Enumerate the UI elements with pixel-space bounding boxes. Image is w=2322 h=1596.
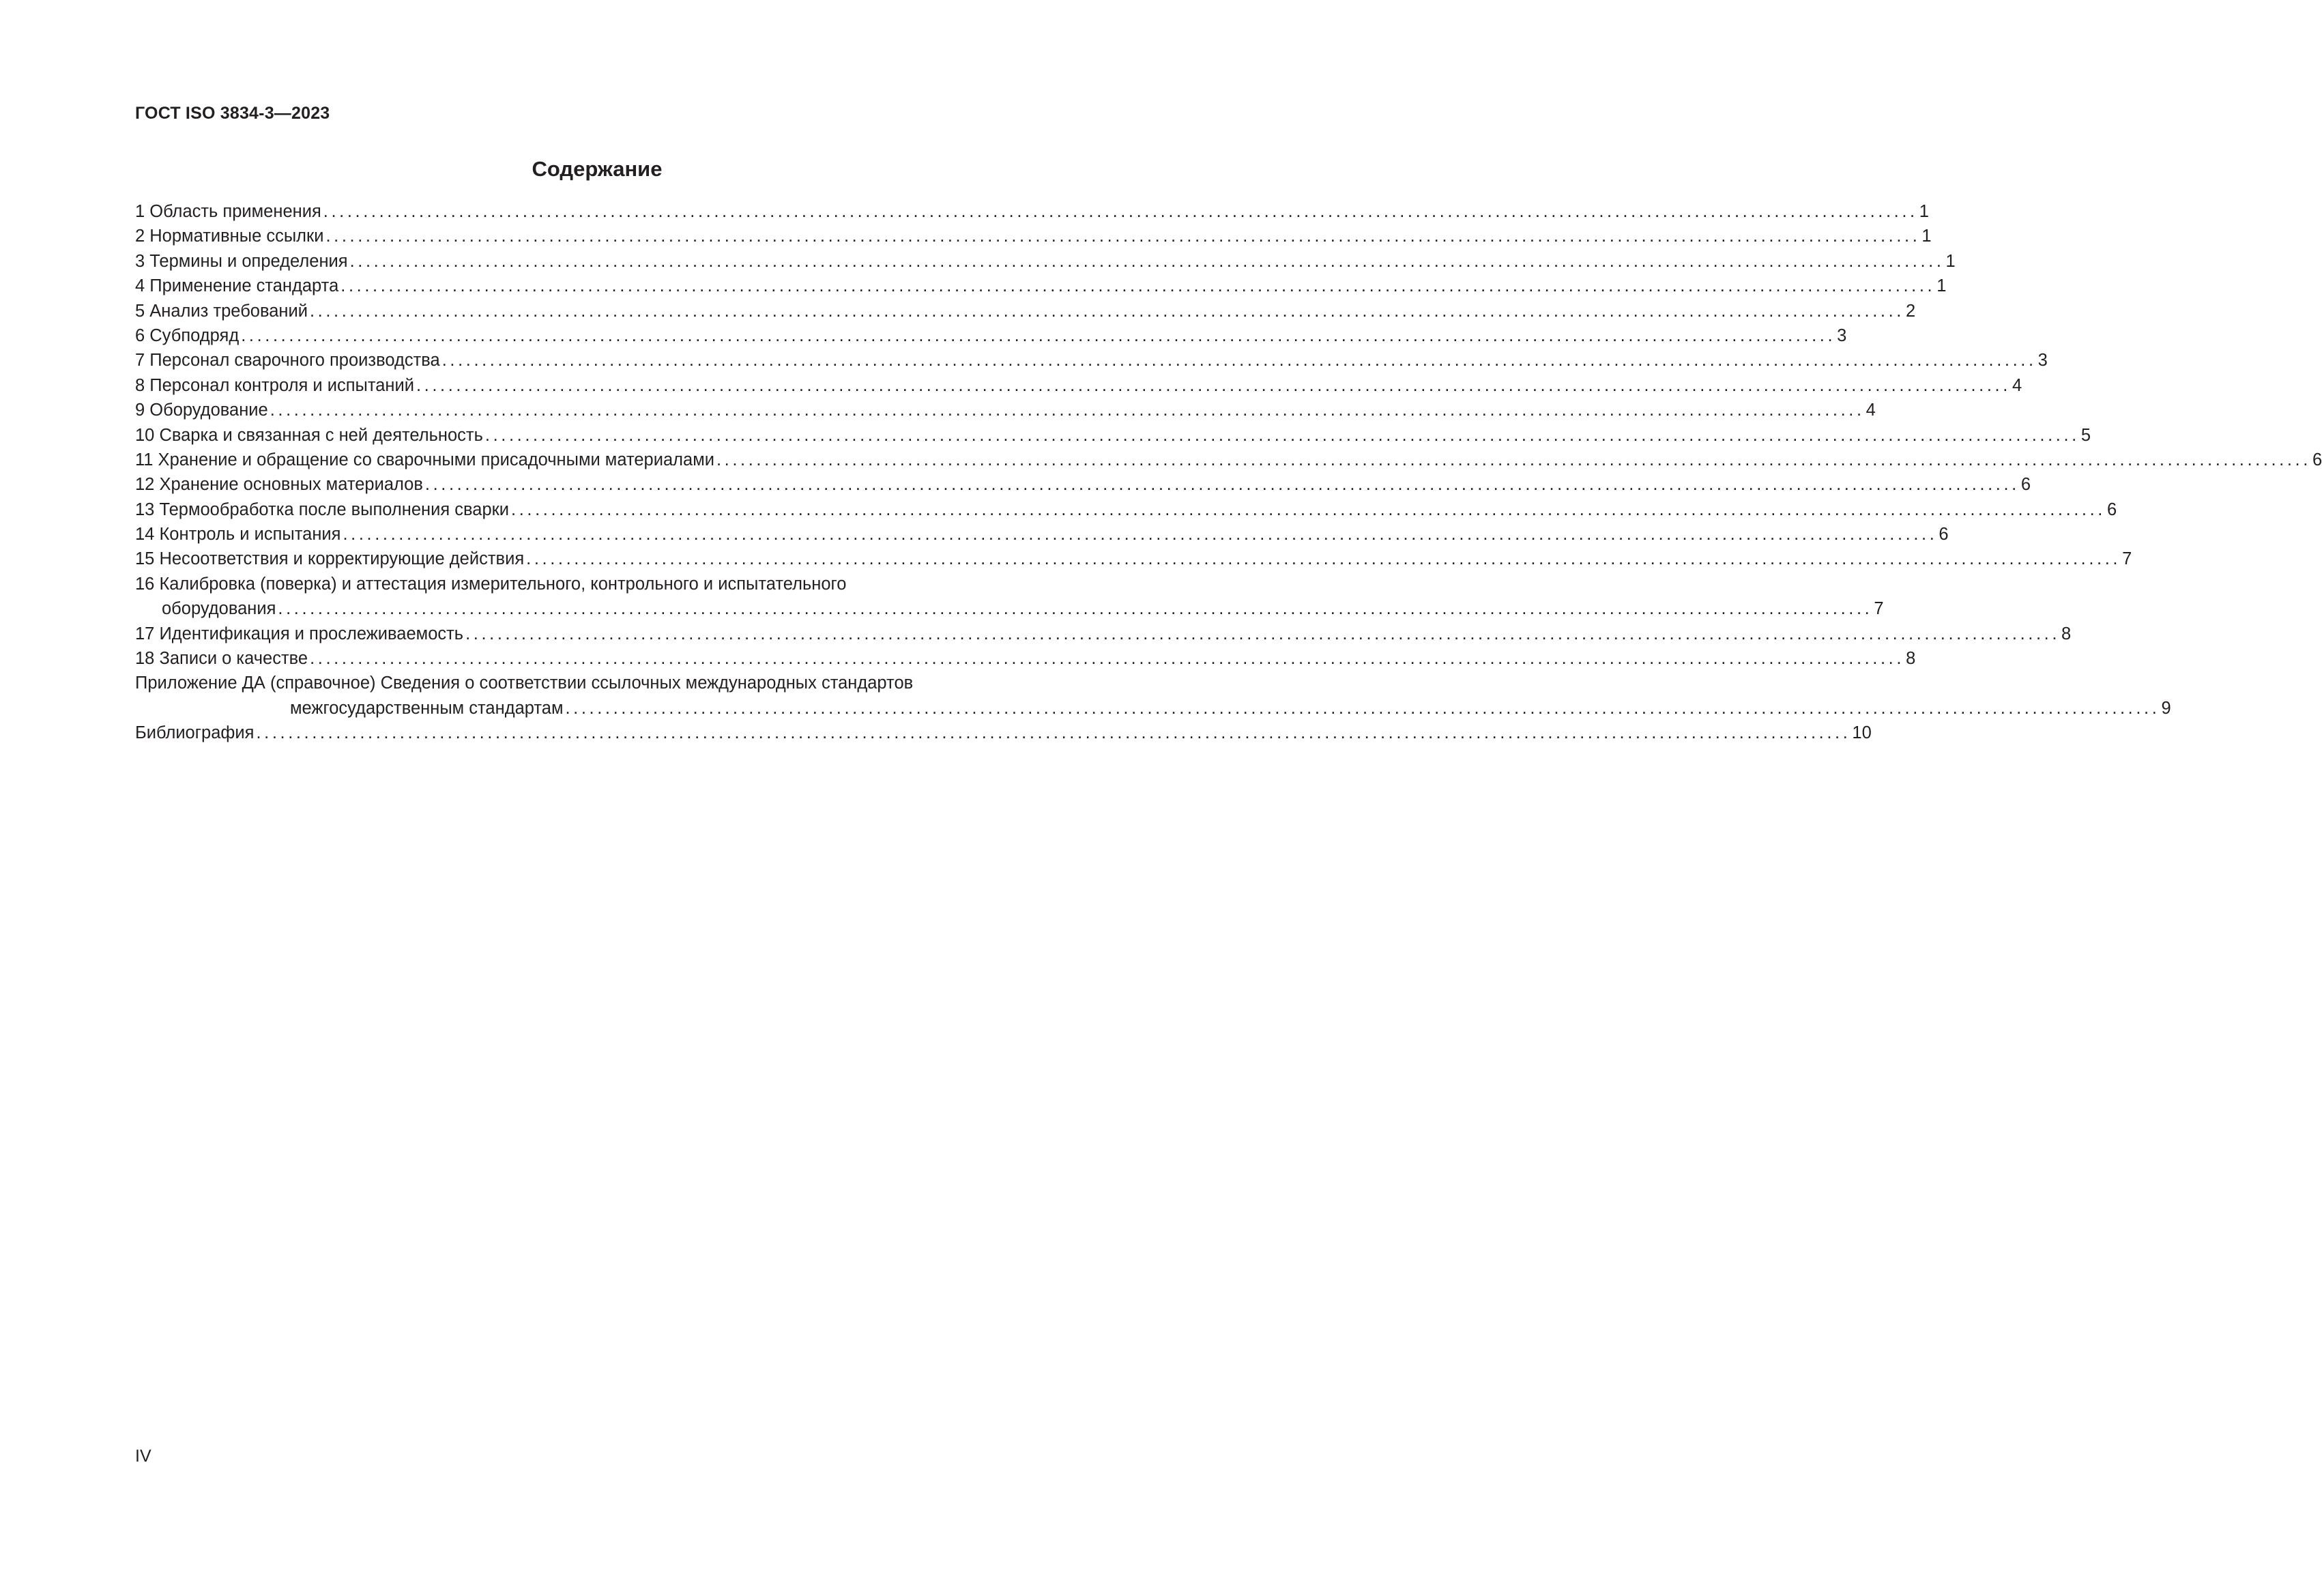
toc-leader-dots: ........................................................................................................................................................................................................ (323, 202, 1918, 221)
toc-entry-label: 11 Хранение и обращение со сварочными присадочными материалами (135, 450, 714, 469)
toc-entry-page: 5 (2080, 425, 2091, 445)
toc-entry[interactable] (135, 249, 1956, 274)
toc-entry-page: 7 (1874, 599, 1884, 619)
toc-entry-label: 10 Сварка и связанная с ней деятельность (135, 425, 483, 445)
toc-entry-page: 2 (1905, 301, 1916, 321)
toc-leader-dots: ........................................................................................................................................................................................................ (310, 301, 1904, 321)
toc-entry[interactable] (135, 398, 1876, 422)
toc-entry[interactable] (135, 199, 1929, 224)
toc-entry[interactable] (135, 423, 2091, 448)
toc-leader-dots: ........................................................................................................................................................................................................ (484, 425, 2080, 445)
toc-leader-dots: ........................................................................................................................................................................................................ (343, 525, 1938, 545)
toc-entry-multiline[interactable] (135, 671, 2171, 721)
toc-entry-label: 17 Идентификация и прослеживаемость (135, 624, 464, 643)
toc-entry-multiline[interactable] (135, 572, 1884, 622)
toc-entry-page: 4 (2012, 375, 2022, 395)
toc-entry[interactable] (135, 373, 2022, 398)
toc-entry-page: 4 (1866, 401, 1876, 420)
toc-entry-page: 1 (1919, 202, 1929, 221)
toc-leader-dots: ........................................................................................................................................................................................................ (340, 276, 1936, 296)
toc-entry-page: 3 (2037, 351, 2048, 371)
toc-entry-label: 14 Контроль и испытания (135, 525, 341, 545)
toc-entry-label: 8 Персонал контроля и испытаний (135, 375, 414, 395)
toc-entry-label: 13 Термообработка после выполнения сварки (135, 499, 510, 519)
toc-entry-label: Библиография (135, 723, 255, 743)
toc-title: Содержание (532, 157, 663, 181)
toc-entry-label: 1 Область применения (135, 202, 321, 221)
toc-entry (135, 696, 2171, 721)
toc-leader-dots: ........................................................................................................................................................................................................ (526, 549, 2121, 569)
toc-entry-page: 6 (2107, 499, 2117, 519)
toc-leader-dots: ........................................................................................................................................................................................................ (349, 251, 1945, 271)
toc-entry[interactable] (135, 472, 2031, 497)
toc-leader-dots: ........................................................................................................................................................................................................ (465, 624, 2061, 643)
toc-leader-dots: ........................................................................................................................................................................................................ (511, 499, 2106, 519)
toc-entry-page: 1 (1921, 227, 1932, 246)
toc-entry-page: 3 (1837, 325, 1847, 345)
toc-leader-dots: ........................................................................................................................................................................................................ (325, 227, 1921, 246)
toc-entry-label: межгосударственным стандартам (290, 698, 564, 718)
toc-entry-page: 1 (1945, 251, 1956, 271)
toc-entry-page: 10 (1852, 723, 1872, 743)
toc-entry-label: 6 Субподряд (135, 325, 240, 345)
toc-entry[interactable] (135, 622, 2072, 646)
toc-leader-dots: ........................................................................................................................................................................................................ (416, 375, 2011, 395)
toc-leader-dots: ........................................................................................................................................................................................................ (424, 475, 2020, 495)
page-number: IV (135, 1447, 151, 1466)
toc-entry-label: 9 Оборудование (135, 401, 268, 420)
toc-entry[interactable] (135, 323, 1847, 348)
toc-entry-page: 7 (2122, 549, 2132, 569)
toc-leader-dots: ........................................................................................................................................................................................................ (716, 450, 2311, 469)
toc-entry[interactable] (135, 348, 2048, 373)
toc-entry-label: 2 Нормативные ссылки (135, 227, 324, 246)
toc-entry-label: 12 Хранение основных материалов (135, 475, 423, 495)
toc-entry-page: 9 (2161, 698, 2171, 718)
document-code: ГОСТ ISO 3834-3—2023 (135, 104, 330, 123)
toc-entry[interactable] (135, 224, 1932, 248)
toc-leader-dots: ........................................................................................................................................................................................................ (310, 649, 1905, 669)
toc-entry-page: 8 (2061, 624, 2072, 643)
toc-entry-label: 5 Анализ требований (135, 301, 308, 321)
toc-leader-dots: ........................................................................................................................................................................................................ (270, 401, 1865, 420)
toc-entry-label-line1: 16 Калибровка (поверка) и аттестация измерительного, контрольного и испытательного (135, 574, 847, 594)
toc-entry-label: 3 Термины и определения (135, 251, 348, 271)
toc-entry-label: 15 Несоответствия и корректирующие действия (135, 549, 525, 569)
toc-entry-label: 18 Записи о качестве (135, 649, 308, 669)
toc-leader-dots: ........................................................................................................................................................................................................ (256, 723, 1851, 743)
toc-leader-dots: ........................................................................................................................................................................................................ (278, 599, 1873, 619)
toc-leader-dots: ........................................................................................................................................................................................................ (565, 698, 2160, 718)
toc-entry[interactable] (135, 721, 1872, 745)
toc-entry-label: 4 Применение стандарта (135, 276, 339, 296)
toc-entry-page: 6 (1939, 525, 1949, 545)
toc-entry-page: 6 (2020, 475, 2031, 495)
toc-entry[interactable] (135, 547, 2132, 571)
table-of-contents (135, 199, 2322, 746)
toc-entry[interactable] (135, 299, 1916, 323)
toc-entry[interactable] (135, 646, 1916, 671)
toc-entry-page: 6 (2312, 450, 2322, 469)
toc-entry (135, 596, 1884, 621)
toc-entry-label: 7 Персонал сварочного производства (135, 351, 440, 371)
toc-leader-dots: ........................................................................................................................................................................................................ (441, 351, 2037, 371)
toc-entry-label-line1: Приложение ДА (справочное) Сведения о соответствии ссылочных международных стандартов (135, 673, 914, 693)
toc-entry[interactable] (135, 497, 2117, 522)
toc-entry[interactable] (135, 448, 2322, 472)
toc-leader-dots: ........................................................................................................................................................................................................ (241, 325, 1836, 345)
toc-entry-label: оборудования (162, 599, 276, 619)
toc-entry-page: 8 (1906, 649, 1916, 669)
toc-entry-page: 1 (1936, 276, 1947, 296)
toc-entry[interactable] (135, 274, 1947, 298)
toc-entry[interactable] (135, 522, 1949, 547)
